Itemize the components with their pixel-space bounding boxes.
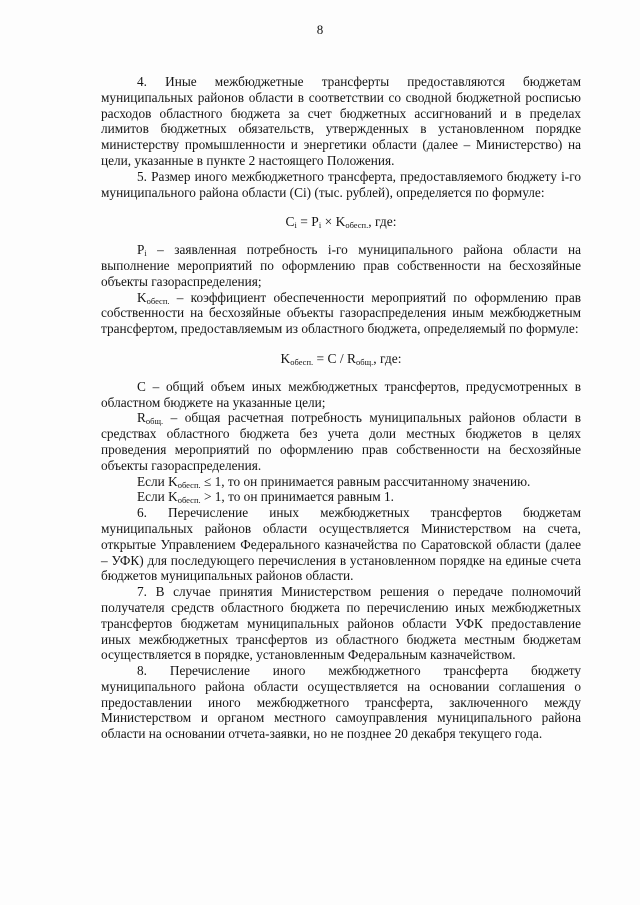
definition-r: $R_{общ.}$ – общая расчетная потребность муниципальных районов области в средствах областного бюджета без учета доли местных бюджетов в целях проведения мероприятий по оформлению прав собственности на бесхозяйные объекты газораспределения. [101, 410, 581, 473]
formula-k: $K_{обесп.} = C / R_{общ.}$, где: [280, 350, 402, 367]
paragraph-7: 7. В случае принятия Министерством решения о передаче полномочий получателя средств областного бюджета по перечислению иных межбюджетных трансфертов бюджетам муниципальных районов области УФК предоставление иных межбюджетных трансфертов из областного бюджета местным бюджетам осуществляется в порядке, установленным Федеральным казначейством. [101, 584, 581, 663]
page-number: 8 [316, 22, 324, 37]
paragraph-8: 8. Перечисление иного межбюджетного трансферта бюджету муниципального района области осуществляется на основании соглашения о предоставлении иного межбюджетного трансферта, заключенного между Министерством и органом местного самоуправления муниципального района области на основании отчета-заявки, но не позднее 20 декабря текущего года. [101, 663, 581, 742]
condition-le-1: Если $K_{обесп.} \le 1$, то он принимается равным рассчитанному значению. [137, 473, 531, 490]
condition-gt-1: Если $K_{обесп.} > 1$, то он принимается равным 1. [137, 489, 394, 506]
definition-pi: $P_i$ – заявленная потребность i-го муниципального района области на выполнение мероприятий по оформлению прав собственности на бесхозяйные объекты газораспределения; [101, 242, 581, 289]
document-body [101, 74, 581, 742]
definition-k: $K_{обесп.}$ – коэффициент обеспеченности мероприятий по оформлению прав собственности на бесхозяйные объекты газораспределения иным межбюджетным трансфертом, предоставляемым из областного бюджета, определяемый по формуле: [101, 289, 581, 337]
paragraph-4: 4. Иные межбюджетные трансферты предоставляются бюджетам муниципальных районов области в соответствии со сводной бюджетной росписью расходов областного бюджета за счет бюджетных ассигнований и в пределах лимитов бюджетных обязательств, утвержденных в установленном порядке министерству промышленности и энергетики области (далее – Министерство) на цели, указанные в пункте 2 настоящего Положения. [101, 74, 581, 168]
paragraph-5: 5. Размер иного межбюджетного трансферта, предоставляемого бюджету i-го муниципального района области (Ci) (тыс. рублей), определяется по формуле: [101, 168, 581, 200]
paragraph-6: 6. Перечисление иных межбюджетных трансфертов бюджетам муниципальных районов области осуществляется Министерством на счета, открытые Управлением Федерального казначейства по Саратовской области (далее – УФК) для последующего перечисления в установленном порядке на единые счета бюджетов муниципальных районов области. [101, 505, 581, 584]
definition-c: C – общий объем иных межбюджетных трансфертов, предусмотренных в областном бюджете на указанные цели; [101, 378, 581, 410]
formula-ci: $C_i = P_i \times K_{обесп.}$, где: [285, 214, 397, 231]
